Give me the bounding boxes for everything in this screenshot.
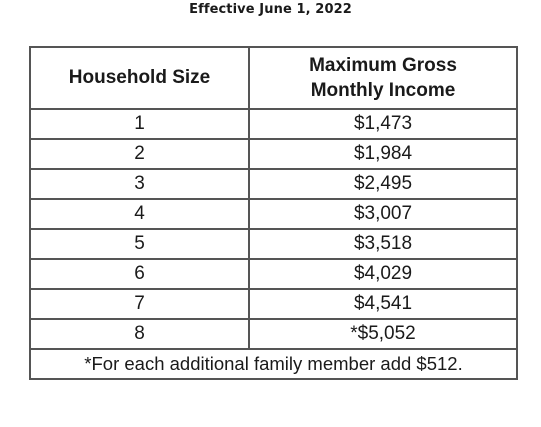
income-limits-table	[29, 46, 518, 380]
table-row	[30, 199, 517, 229]
household-size-cell: 2	[30, 139, 249, 169]
household-size-cell: 4	[30, 199, 249, 229]
table-row	[30, 109, 517, 139]
table-row	[30, 259, 517, 289]
income-cell: $4,541	[249, 289, 517, 319]
household-size-cell: 8	[30, 319, 249, 349]
table-row	[30, 229, 517, 259]
income-cell: $2,495	[249, 169, 517, 199]
household-size-cell: 3	[30, 169, 249, 199]
table-header-row	[30, 47, 517, 109]
income-cell: $1,473	[249, 109, 517, 139]
table-row	[30, 289, 517, 319]
income-cell: $4,029	[249, 259, 517, 289]
income-cell: $3,518	[249, 229, 517, 259]
table-row	[30, 169, 517, 199]
income-cell: $1,984	[249, 139, 517, 169]
household-size-header: Household Size	[30, 47, 249, 109]
max-income-header	[249, 47, 517, 109]
household-size-cell: 5	[30, 229, 249, 259]
max-income-header-line1: Maximum Gross	[309, 55, 457, 76]
income-cell: *$5,052	[249, 319, 517, 349]
effective-date-heading: Effective June 1, 2022	[189, 2, 352, 17]
table-row	[30, 319, 517, 349]
max-income-header-line2: Monthly Income	[310, 80, 456, 101]
household-size-cell: 1	[30, 109, 249, 139]
table-row	[30, 139, 517, 169]
footnote-text: *For each additional family member add $512.	[30, 349, 517, 379]
income-cell: $3,007	[249, 199, 517, 229]
household-size-cell: 6	[30, 259, 249, 289]
household-size-cell: 7	[30, 289, 249, 319]
footnote-row	[30, 349, 517, 379]
